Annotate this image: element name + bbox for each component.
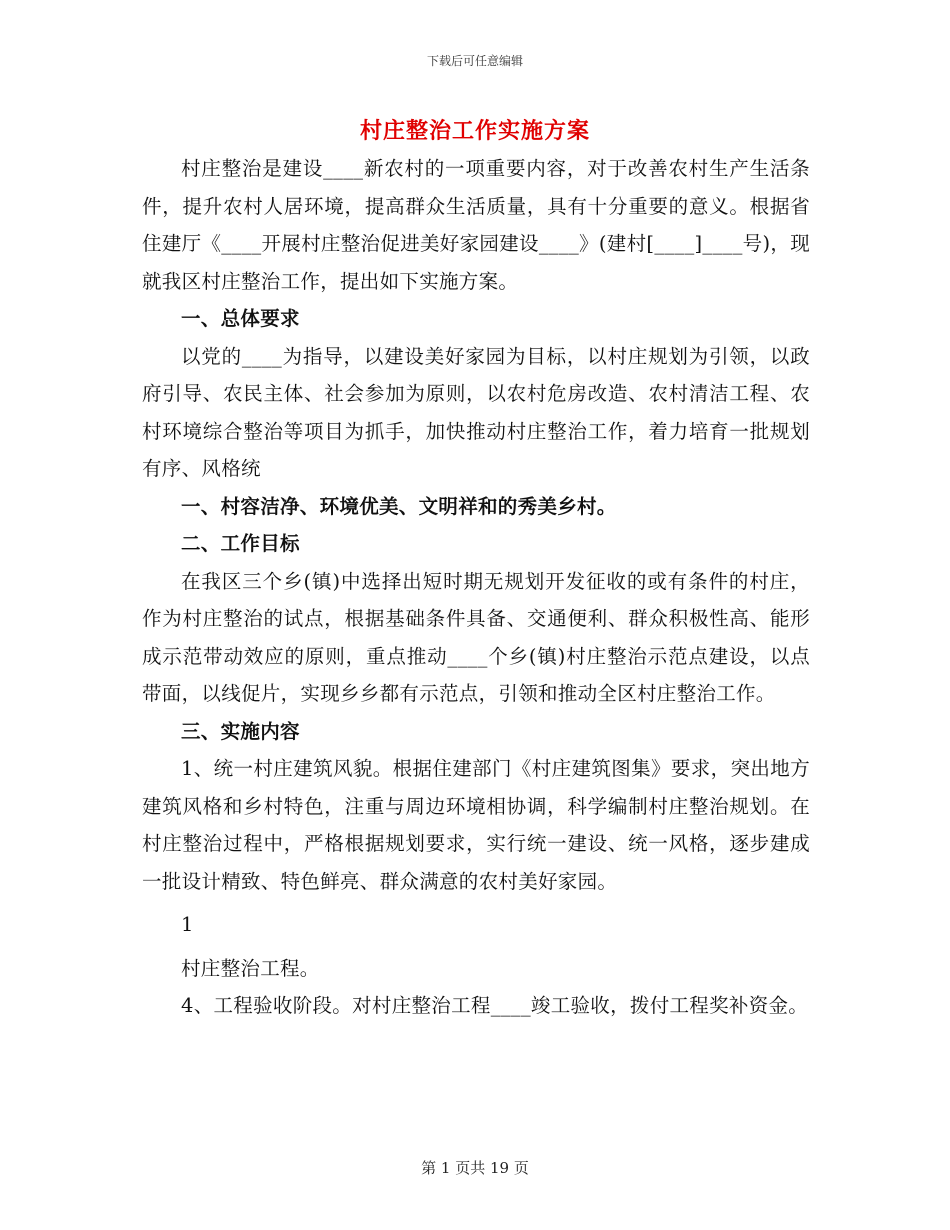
overall-paragraph: 以党的____为指导，以建设美好家园为目标，以村庄规划为引领，以政府引导、农民主体、社会参加为原则，以农村危房改造、农村清洁工程、农村环境综合整治等项目为抓手，加快推动村庄整治工作，着力培育一批规划有序、风格统 [142, 344, 810, 480]
content-paragraph: 1、统一村庄建筑风貌。根据住建部门《村庄建筑图集》要求，突出地方建筑风格和乡村特色，注重与周边环境相协调，科学编制村庄整治规划。在村庄整治过程中，严格根据规划要求，实行统一建设、统一风格，逐步建成一批设计精致、特色鲜亮、群众满意的农村美好家园。 [142, 757, 810, 893]
page-footer: 第 1 页共 19 页 [421, 1159, 529, 1177]
goals-paragraph: 在我区三个乡(镇)中选择出短时期无规划开发征收的或有条件的村庄，作为村庄整治的试点，根据基础条件具备、交通便利、群众积极性高、能形成示范带动效应的原则，重点推动____个乡(镇)村庄整治示范点建设，以点带面，以线促片，实现乡乡都有示范点，引领和推动全区村庄整治工作。 [142, 569, 810, 705]
section-heading-overall: 一、总体要求 [181, 307, 300, 330]
acceptance-paragraph: 4、工程验收阶段。对村庄整治工程____竣工验收，拨付工程奖补资金。 [181, 994, 809, 1017]
project-line: 村庄整治工程。 [181, 956, 320, 980]
document-body [142, 150, 810, 1025]
bold-line-village: 一、村容洁净、环境优美、文明祥和的秀美乡村。 [181, 494, 617, 518]
section-heading-content: 三、实施内容 [181, 719, 300, 743]
inline-page-number: 1 [181, 913, 194, 936]
section-heading-goals: 二、工作目标 [181, 532, 300, 555]
document-title: 村庄整治工作实施方案 [359, 118, 590, 144]
header-note: 下载后可任意编辑 [426, 54, 523, 68]
intro-paragraph: 村庄整治是建设____新农村的一项重要内容，对于改善农村生产生活条件，提升农村人居环境，提高群众生活质量，具有十分重要的意义。根据省住建厅《____开展村庄整治促进美好家园建设____》(建村[____]____号)，现就我区村庄整治工作，提出如下实施方案。 [142, 157, 810, 293]
